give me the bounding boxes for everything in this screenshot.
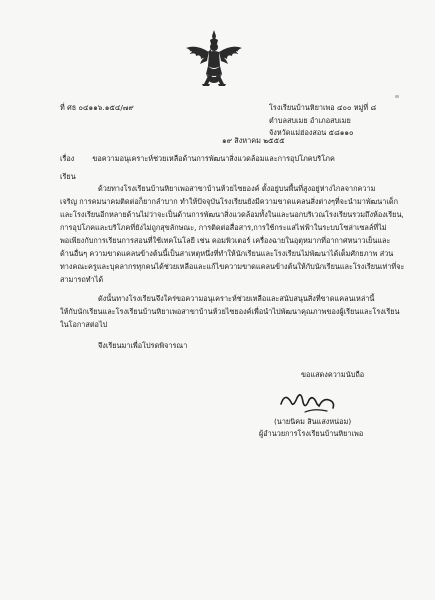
regards-text: ขอแสดงความนับถือ [301,370,365,379]
body-line: และโรงเรียนอีกหลายด้านไม่ว่าจะเป็นด้านการพัฒนาสิ่งแวดล้อมทั้งในและนอกบริเวณโรงเรียนรวมถึงห้องเรียน, [60,210,404,219]
subject-label: เรื่อง [60,154,75,163]
subject-line [60,154,335,164]
body-line: ทางคณะครูและบุคลากรทุกคนได้ช่วยเหลือและแก้ไขความขาดแคลนข้างต้นให้กับนักเรียนและโรงเรียนเท่าที่จะ [60,262,405,271]
garuda-emblem-icon [182,28,246,92]
subject-text: ขอความอนุเคราะห์ช่วยเหลือด้านการพัฒนาสิ่งแวดล้อมและการอุปโภคบริโภค [92,154,335,163]
body-line: พอเพียงกับการเรียนการสอนที่ใช้เทคโนโลยี เช่น คอมพิวเตอร์ เครื่องฉายในอุตุหมากที่อากาศหนาวเย็นและ [60,236,391,245]
letter-date: ๑๙ สิงหาคม ๒๕๕๕ [222,136,285,145]
address-line: จังหวัดแม่ฮ่องสอน ๕๘๑๑๐ [269,128,354,137]
body-line: ให้กับนักเรียนและโรงเรียนบ้านหิยาเพอสาขาบ้านห้วยไซยองค์เพื่อนำไปพัฒนาคุณภาพของผู้เรียนและโรงเรียน [60,307,400,316]
closing-line: จึงเรียนมาเพื่อโปรดพิจารณา [98,341,188,350]
body-line: สามารถทำได้ [60,275,104,284]
body-line: ดังนั้นทางโรงเรียนจึงใคร่ขอความอนุเคราะห์ช่วยเหลือและสนับสนุนสิ่งที่ขาดแคลนเหล่านี้ [98,294,375,303]
signer-name: (นายนิคม สินแสงหน่อม) [274,417,352,426]
address-line: ตำบลสบเมย อำเภอสบเมย [269,115,351,125]
salutation: เรียน [60,172,76,181]
body-line: ด้วยทางโรงเรียนบ้านหิยาเพอสาขาบ้านห้วยไซยองค์ ตั้งอยู่บนพื้นที่สูงอยู่ห่างไกลจากความ [98,184,376,193]
signer-position: ผู้อำนวยการโรงเรียนบ้านหิยาเพอ [259,429,364,438]
body-line: การอุปโภคและบริโภคที่ยังไม่ถูกสุขลักษณะ, การติดต่อสื่อสาร,การใช้กระแสไฟฟ้าในระบบโซล่าเซลล์ที่ไม่ [60,223,387,232]
scan-mark [395,95,399,98]
handwritten-signature-icon [275,384,345,416]
sender-address [269,103,376,141]
body-line: เจริญ การคมนาคมติดต่อก็ยากลำบาก ทำให้ปัจจุบันโรงเรียนยังมีความขาดแคลนสิ่งต่างๆที่จะนำมาพัฒนาเด็ก [60,197,399,206]
address-line: โรงเรียนบ้านหิยาเพอ ๔๐๐ หมู่ที่ ๘ [269,103,377,112]
body-line: ในโอกาสต่อไป [60,320,108,329]
body-line: ด้านอื่นๆ ความขาดแคลนข้างต้นนี้เป็นสาเหตุหนึ่งที่ทำให้นักเรียนและโรงเรียนไม่พัฒนาได้เต็มศักยภาพ ส่วน [60,249,394,258]
reference-number: ที่ ศธ ๐๔๑๑๖.๑๕๔/๗๙ [60,103,134,112]
